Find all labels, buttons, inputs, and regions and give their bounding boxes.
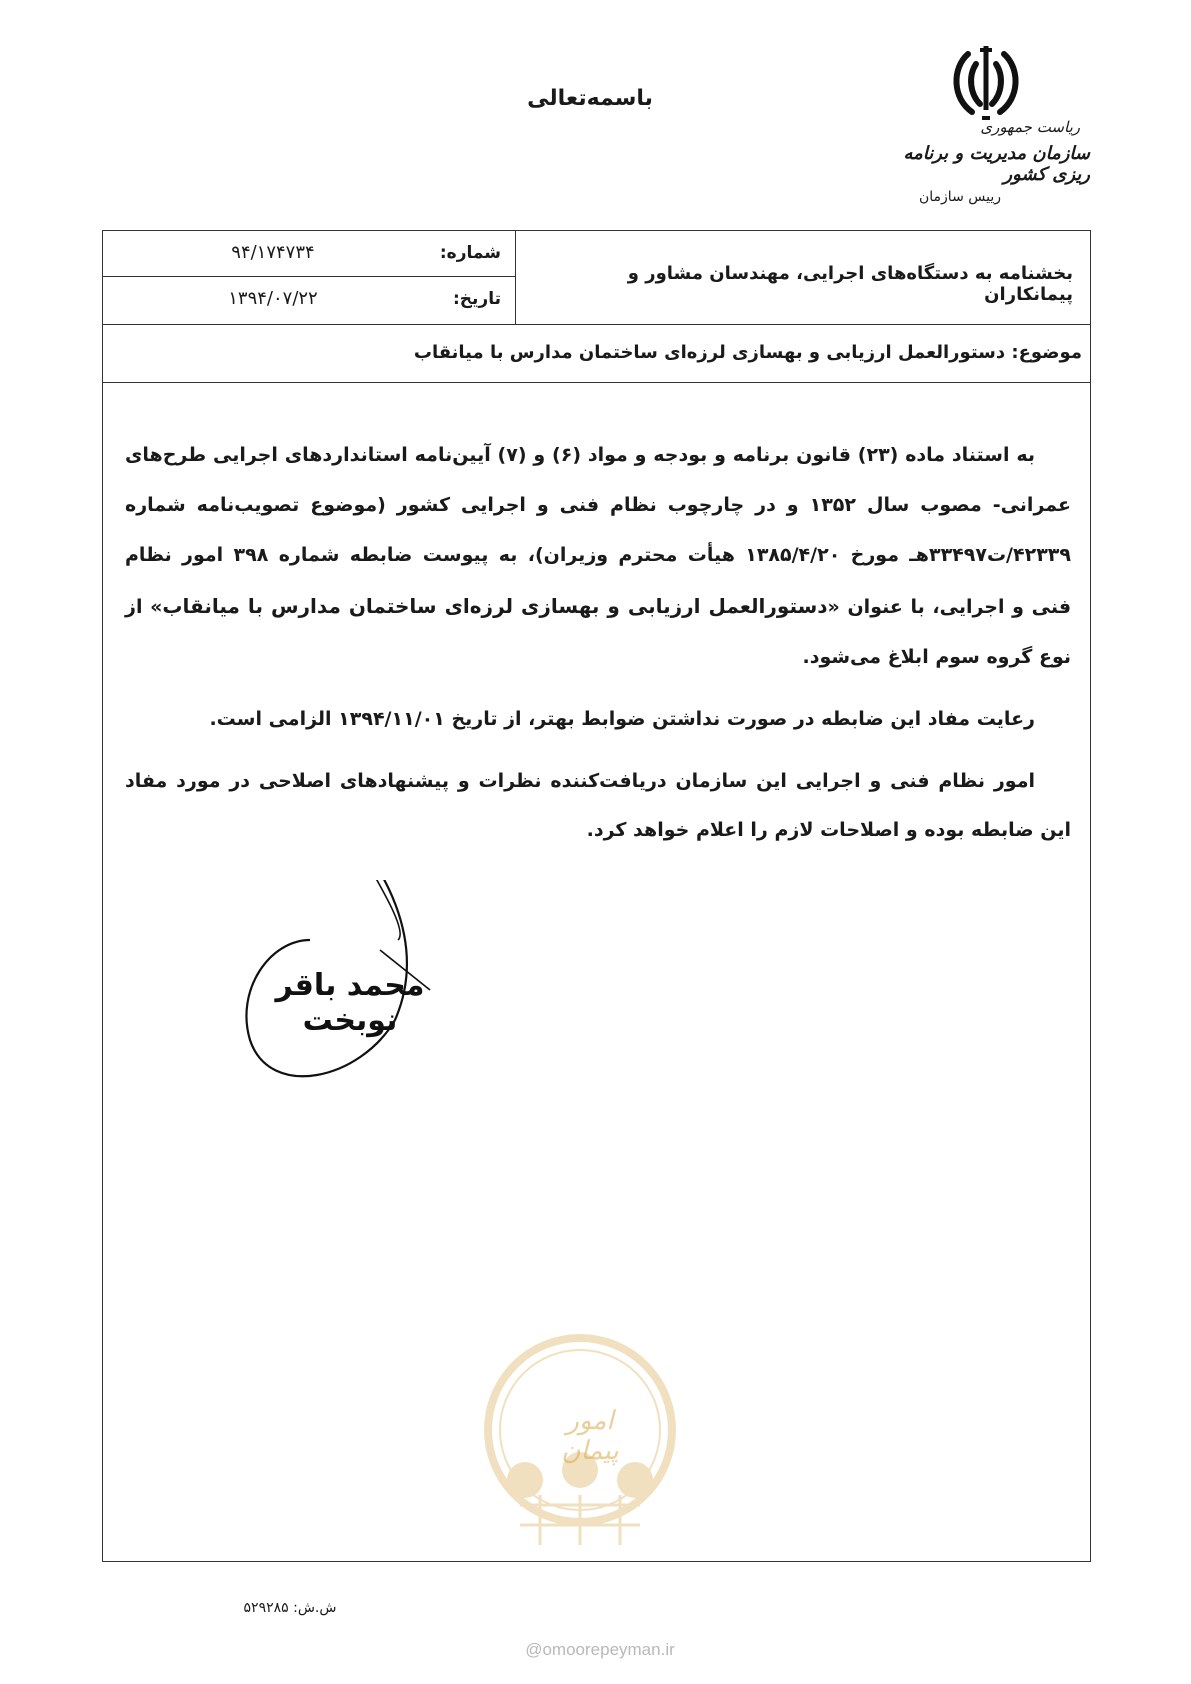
letter-meta-row — [103, 231, 1090, 325]
signatory-name: محمد باقر نوبخت — [275, 968, 425, 1038]
subject-row — [103, 324, 1090, 383]
organization-name: سازمان مدیریت و برنامه ریزی کشور — [903, 143, 1090, 185]
reference-box — [103, 231, 516, 324]
number-cell — [103, 231, 515, 277]
p1-text-start: به استناد ماده (۲۳) قانون برنامه و بودجه و مواد (۶) و (۷) آیین‌نامه استانداردهای اجرایی طرح‌های عمرانی- مصوب سال ۱۳۵۲ و در چارچوب نظام فنی و اجرایی کشور (موضوع تصویب‌نامه شماره ۴۲۳۳۹/ت۳۳۴۹۷هـ مورخ ۱۳۸۵/۴/۲۰ هیأت محترم وزیران)، به پیوست ضابطه شماره ۳۹۸ امور نظام فنی و اجرایی، با عنوان « — [125, 444, 1072, 619]
letter-body — [125, 431, 1071, 868]
website-watermark: @omoorepeyman.ir — [525, 1640, 675, 1659]
number-value: ۹۴/۱۷۴۷۳۴ — [231, 242, 315, 263]
p1-text-end: » از نوع گروه سوم ابلاغ می‌شود. — [125, 596, 1071, 669]
date-value: ۱۳۹۴/۰۷/۲۲ — [228, 288, 318, 309]
bismillah-heading: باسمه‌تعالی — [527, 86, 653, 111]
number-label: شماره: — [439, 243, 501, 263]
date-cell — [103, 277, 515, 324]
subject-line: موضوع: دستورالعمل ارزیابی و بهسازی لرزه‌ای ساختمان مدارس با میانقاب — [413, 342, 1082, 363]
body-paragraph-1 — [125, 431, 1071, 683]
iran-emblem-icon — [946, 40, 1026, 130]
organization-head-title: رییس سازمان — [919, 189, 1001, 205]
seal-lettering: امور پیمان — [561, 1406, 619, 1466]
regulation-title: دستورالعمل ارزیابی و بهسازی لرزه‌ای ساختمان مدارس با میانقاب — [162, 594, 828, 619]
body-paragraph-3: امور نظام فنی و اجرایی این سازمان دریافت‌کننده نظرات و پیشنهادهای اصلاحی در مورد مفاد این ضابطه بوده و اصلاحات لازم را اعلام خواهد کرد. — [125, 769, 1071, 842]
presidency-line: ریاست جمهوری — [980, 118, 1080, 136]
serial-number: ش.ش: ۵۲۹۲۸۵ — [243, 1600, 337, 1616]
body-paragraph-2: رعایت مفاد این ضابطه در صورت نداشتن ضوابط بهتر، از تاریخ ۱۳۹۴/۱۱/۰۱ الزامی است. — [209, 707, 1035, 730]
date-label: تاریخ: — [453, 289, 501, 309]
recipient-line: بخشنامه به دستگاه‌های اجرایی، مهندسان مشاور و پیمانکاران — [627, 263, 1073, 305]
